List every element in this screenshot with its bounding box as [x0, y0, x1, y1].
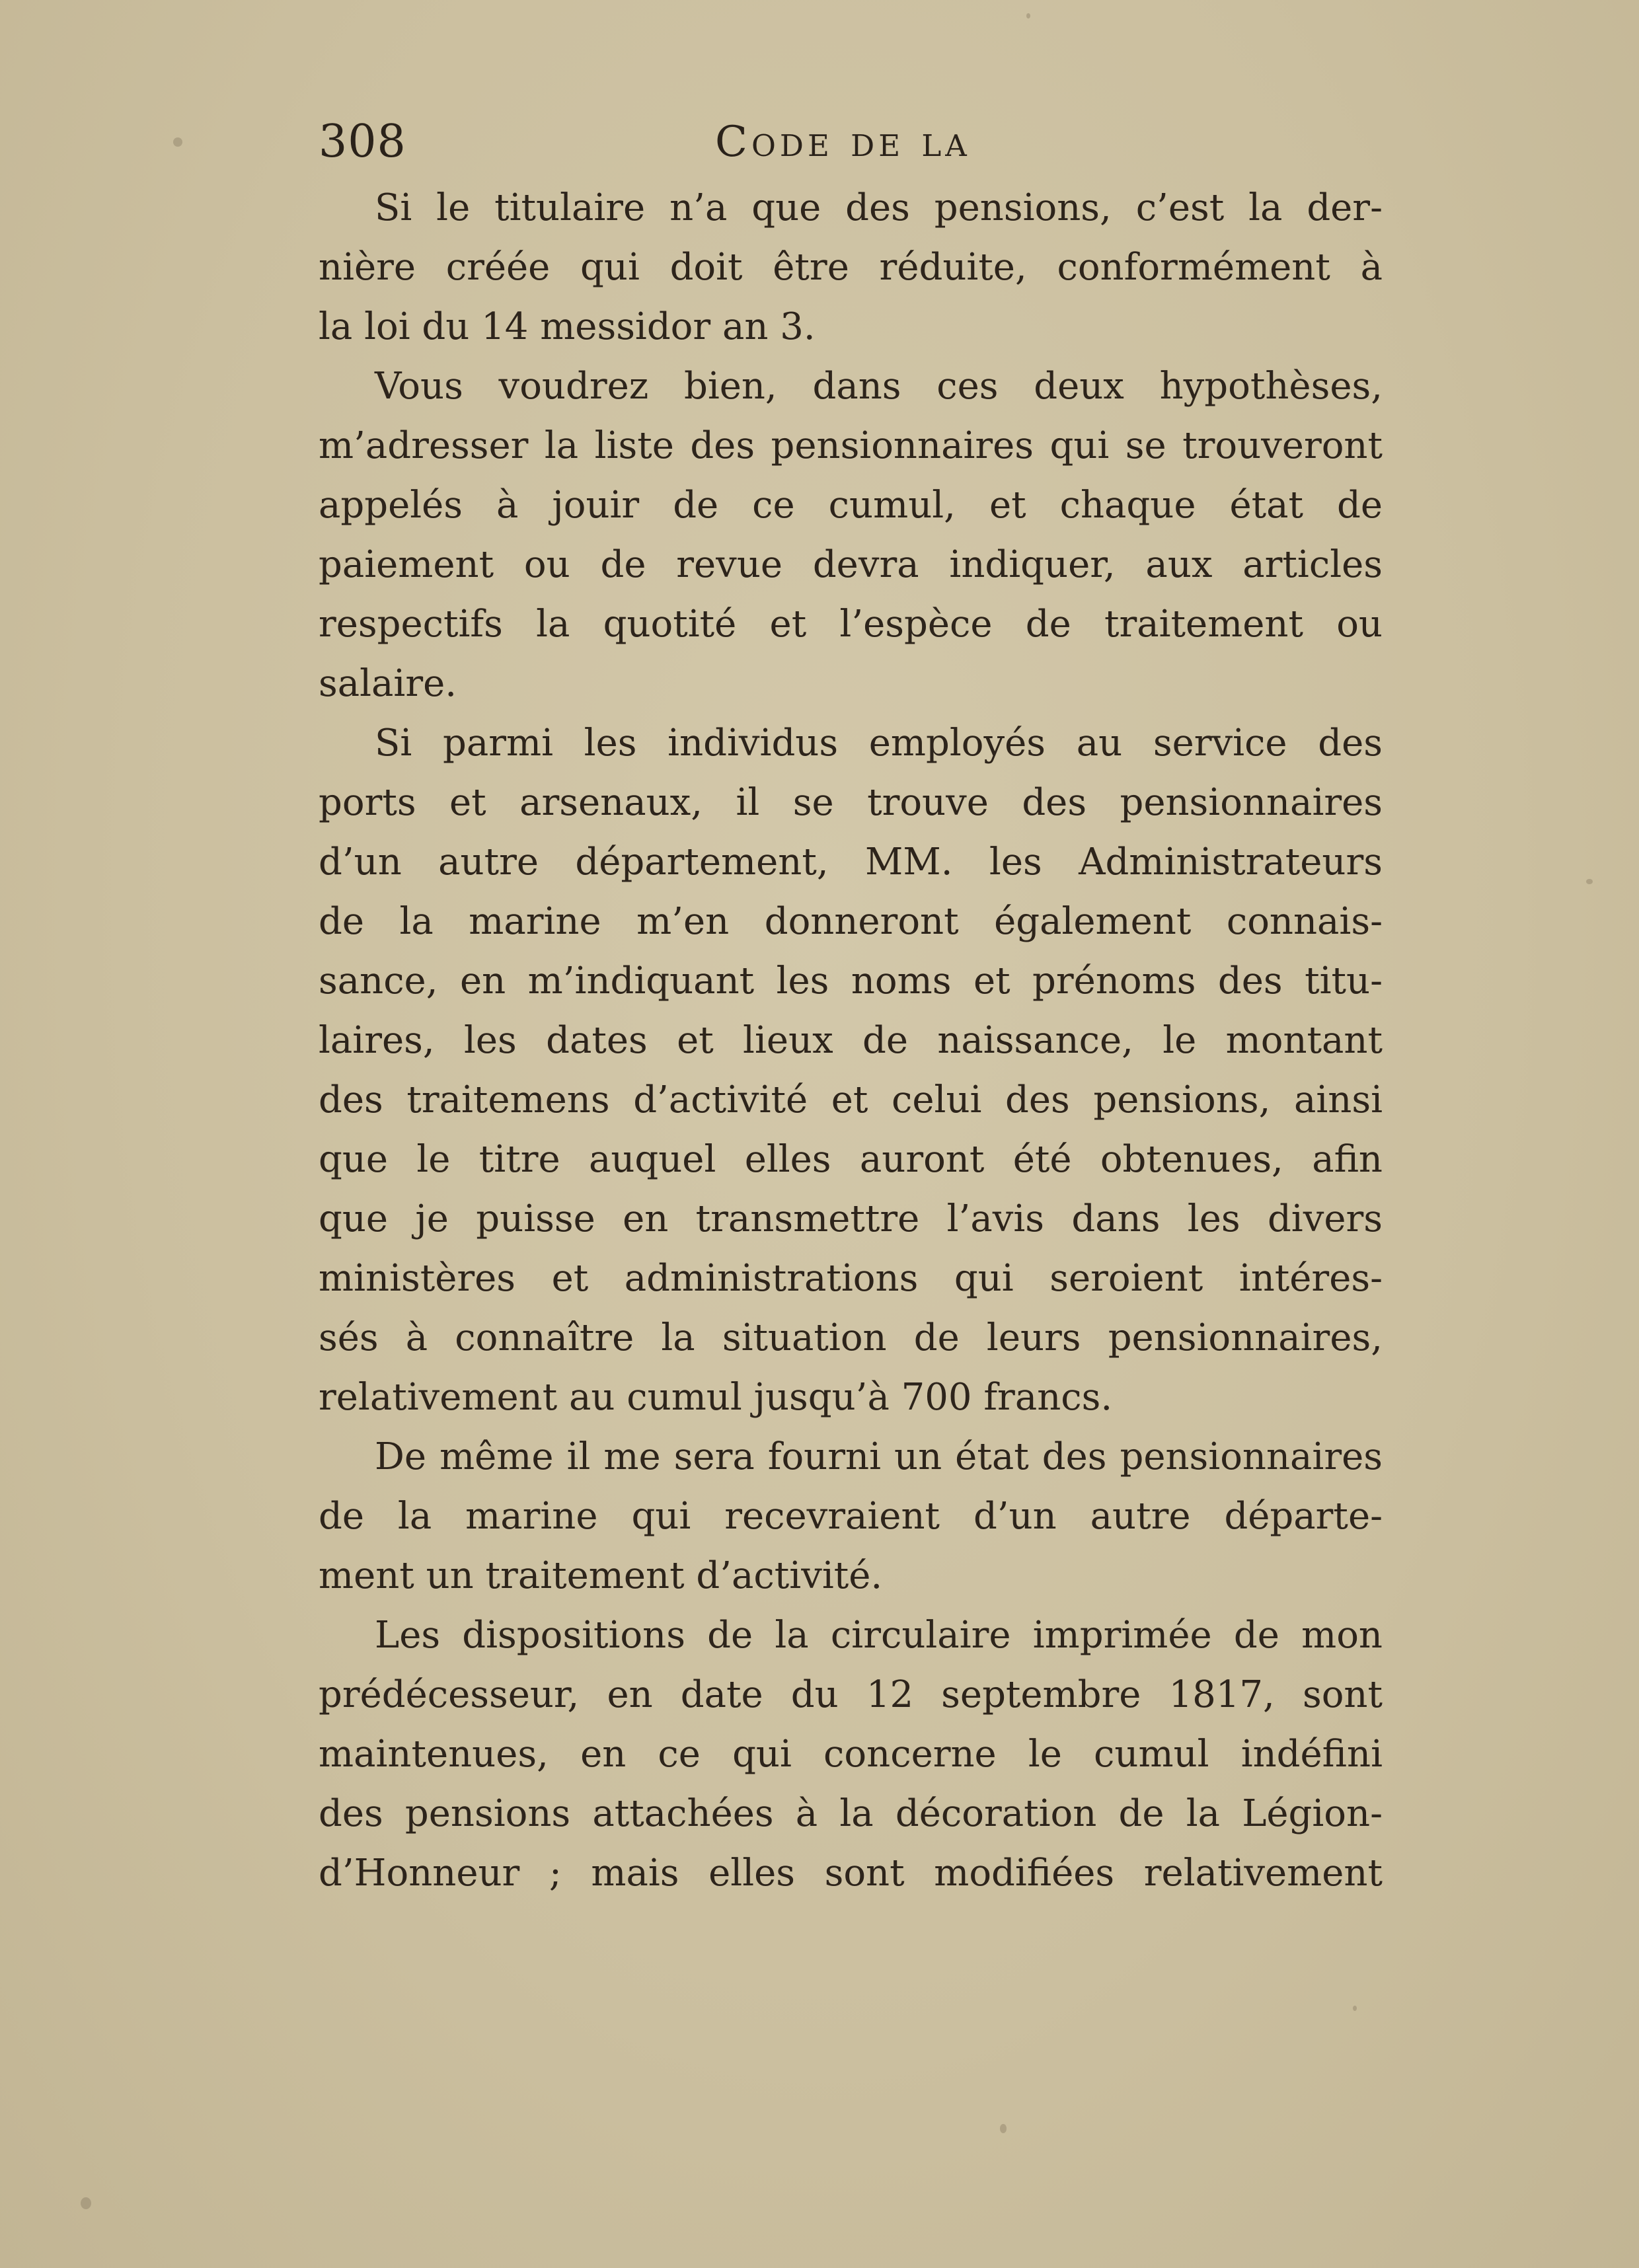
text-line: salaire. [319, 662, 457, 705]
text-line: maintenues, en ce qui concerne le cumul indéfini [319, 1733, 1383, 1776]
text-line: Les dispositions de la circulaire imprimée de mon [375, 1614, 1383, 1657]
text-line: appelés à jouir de ce cumul, et chaque état de [319, 484, 1383, 527]
text-line: des traitemens d’activité et celui des pensions, ainsi [319, 1078, 1383, 1121]
paragraph [319, 357, 1383, 714]
text-line: De même il me sera fourni un état des pensionnaires [375, 1435, 1383, 1478]
text-line: relativement au cumul jusqu’à 700 francs. [319, 1376, 1113, 1419]
text-line: ports et arsenaux, il se trouve des pensionnaires [319, 781, 1383, 824]
text-line: de la marine qui recevraient d’un autre départe- [319, 1495, 1383, 1538]
text-line: nière créée qui doit être réduite, conformément à [319, 246, 1383, 289]
paper-speck [1586, 879, 1593, 884]
text-line: sance, en m’indiquant les noms et prénoms des titu- [319, 960, 1383, 1002]
text-line: de la marine m’en donneront également connais- [319, 900, 1383, 943]
paragraph [319, 714, 1383, 1427]
paper-speck [81, 2197, 91, 2209]
text-line: que le titre auquel elles auront été obtenues, afin [319, 1138, 1383, 1181]
paragraph [319, 178, 1383, 357]
page-number: 308 [319, 116, 406, 168]
text-line: que je puisse en transmettre l’avis dans les divers [319, 1197, 1383, 1240]
text-line: sés à connaître la situation de leurs pensionnaires, [319, 1316, 1383, 1359]
running-head: Code de la [715, 118, 971, 167]
text-line: Si le titulaire n’a que des pensions, c’est la der- [375, 186, 1383, 229]
paper-speck [1000, 2124, 1007, 2133]
page-header [319, 112, 1376, 172]
text-line: Vous voudrez bien, dans ces deux hypothèses, [375, 365, 1383, 408]
text-line: d’Honneur ; mais elles sont modifiées relativement [319, 1852, 1383, 1895]
paper-speck [1026, 13, 1030, 19]
text-line: laires, les dates et lieux de naissance, le montant [319, 1019, 1383, 1062]
text-line: ment un traitement d’activité. [319, 1554, 883, 1597]
paper-speck [173, 137, 182, 147]
paper-speck [1353, 2006, 1357, 2011]
text-line: des pensions attachées à la décoration de la Légion- [319, 1792, 1383, 1835]
paragraph [319, 1606, 1383, 1903]
text-line: m’adresser la liste des pensionnaires qui se trouveront [319, 424, 1383, 467]
paragraph [319, 1427, 1383, 1606]
text-line: prédécesseur, en date du 12 septembre 1817, sont [319, 1673, 1383, 1716]
body-text [319, 178, 1383, 1903]
text-line: la loi du 14 messidor an 3. [319, 305, 816, 348]
text-line: Si parmi les individus employés au service des [375, 722, 1383, 765]
text-line: respectifs la quotité et l’espèce de traitement ou [319, 603, 1383, 646]
text-line: paiement ou de revue devra indiquer, aux articles [319, 543, 1383, 586]
text-line: ministères et administrations qui seroient intéres- [319, 1257, 1383, 1300]
text-line: d’un autre département, MM. les Administrateurs [319, 841, 1383, 884]
